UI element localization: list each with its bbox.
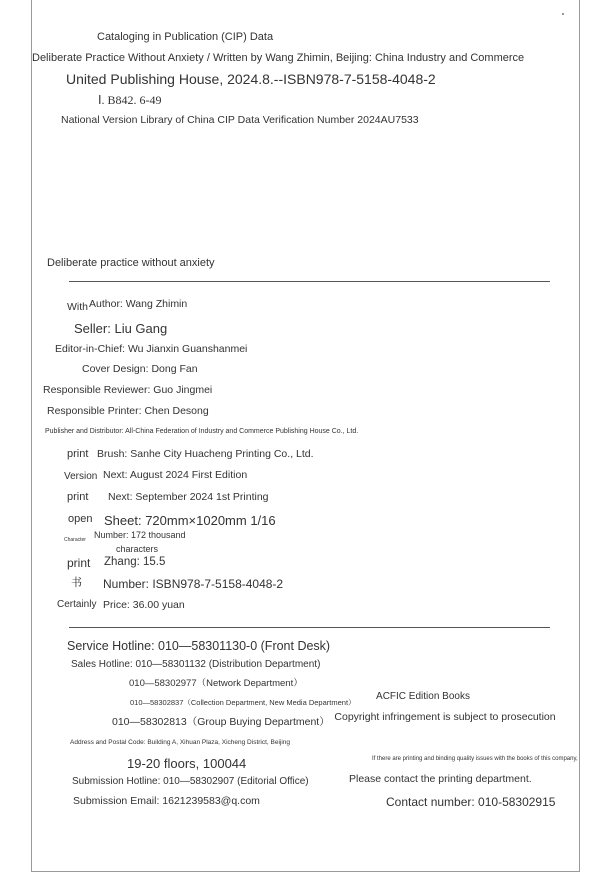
with-label: With	[67, 301, 88, 313]
char-count-line: Number: 172 thousand	[94, 530, 186, 540]
certainly-label: Certainly	[57, 599, 97, 610]
print-label: print	[67, 448, 89, 460]
collection-dept-phone: 010—58302837（Collection Department, New Media Department）	[130, 698, 356, 707]
open-label: open	[68, 513, 93, 525]
group-buying-phone: 010—58302813（Group Buying Department）	[112, 716, 330, 728]
corner-mark	[562, 13, 564, 15]
sheet-line: Sheet: 720mm×1020mm 1/16	[104, 513, 276, 528]
copyright-notice: Copyright infringement is subject to prosecution	[334, 711, 556, 723]
submission-email: Submission Email: 1621239583@q.com	[73, 795, 260, 807]
seller-line: Seller: Liu Gang	[74, 321, 168, 336]
printing-line: Next: September 2024 1st Printing	[108, 491, 269, 503]
cip-line-1: Deliberate Practice Without Anxiety / Written by Wang Zhimin, Beijing: China Industry and Commerce	[32, 52, 525, 64]
cip-classification: Ⅰ. B842. 6-49	[98, 93, 162, 107]
cip-line-2: United Publishing House, 2024.8.--ISBN978-7-5158-4048-2	[66, 71, 436, 87]
acfic-books: ACFIC Edition Books	[376, 691, 470, 702]
printer-line: Responsible Printer: Chen Desong	[47, 405, 209, 417]
contact-number: Contact number: 010-58302915	[386, 795, 556, 809]
print-label-3: print	[67, 556, 91, 570]
network-dept-phone: 010—58302977（Network Department）	[129, 678, 303, 689]
submission-hotline: Submission Hotline: 010—58302907 (Editorial Office)	[72, 776, 309, 787]
sales-hotline: Sales Hotline: 010—58301132 (Distribution Department)	[71, 659, 321, 670]
brush-line: Brush: Sanhe City Huacheng Printing Co., Ltd.	[97, 448, 314, 460]
cip-heading: Cataloging in Publication (CIP) Data	[97, 31, 274, 43]
sheets-count-line: Zhang: 15.5	[104, 556, 166, 568]
author-line: Author: Wang Zhimin	[89, 298, 188, 310]
cip-verification: National Version Library of China CIP Data Verification Number 2024AU7533	[61, 114, 419, 126]
book-title: Deliberate practice without anxiety	[47, 257, 215, 269]
address-line: Address and Postal Code: Building A, Xihuan Plaza, Xicheng District, Beijing	[70, 739, 291, 746]
reviewer-line: Responsible Reviewer: Guo Jingmei	[43, 384, 213, 396]
editor-line: Editor-in-Chief: Wu Jianxin Guanshanmei	[55, 343, 248, 355]
characters-word: characters	[116, 544, 159, 554]
price-line: Price: 36.00 yuan	[103, 599, 185, 611]
print-label-2: print	[67, 491, 89, 503]
floors-line: 19-20 floors, 100044	[127, 756, 247, 771]
character-label: Character	[64, 537, 86, 543]
quality-notice: If there are printing and binding quality issues with the books of this company,	[372, 756, 578, 762]
title-rule	[69, 281, 550, 282]
edition-line: Next: August 2024 First Edition	[103, 469, 248, 481]
isbn-line: Number: ISBN978-7-5158-4048-2	[103, 577, 284, 591]
publisher-line: Publisher and Distributor: All-China Federation of Industry and Commerce Publishing House Co., Ltd.	[45, 428, 359, 435]
cover-design-line: Cover Design: Dong Fan	[82, 363, 198, 375]
service-hotline: Service Hotline: 010—58301130-0 (Front Desk)	[67, 639, 331, 653]
contact-dept-line: Please contact the printing department.	[349, 773, 532, 785]
book-label: 书	[71, 576, 82, 589]
specs-rule	[69, 627, 550, 628]
version-label: Version	[64, 471, 98, 482]
